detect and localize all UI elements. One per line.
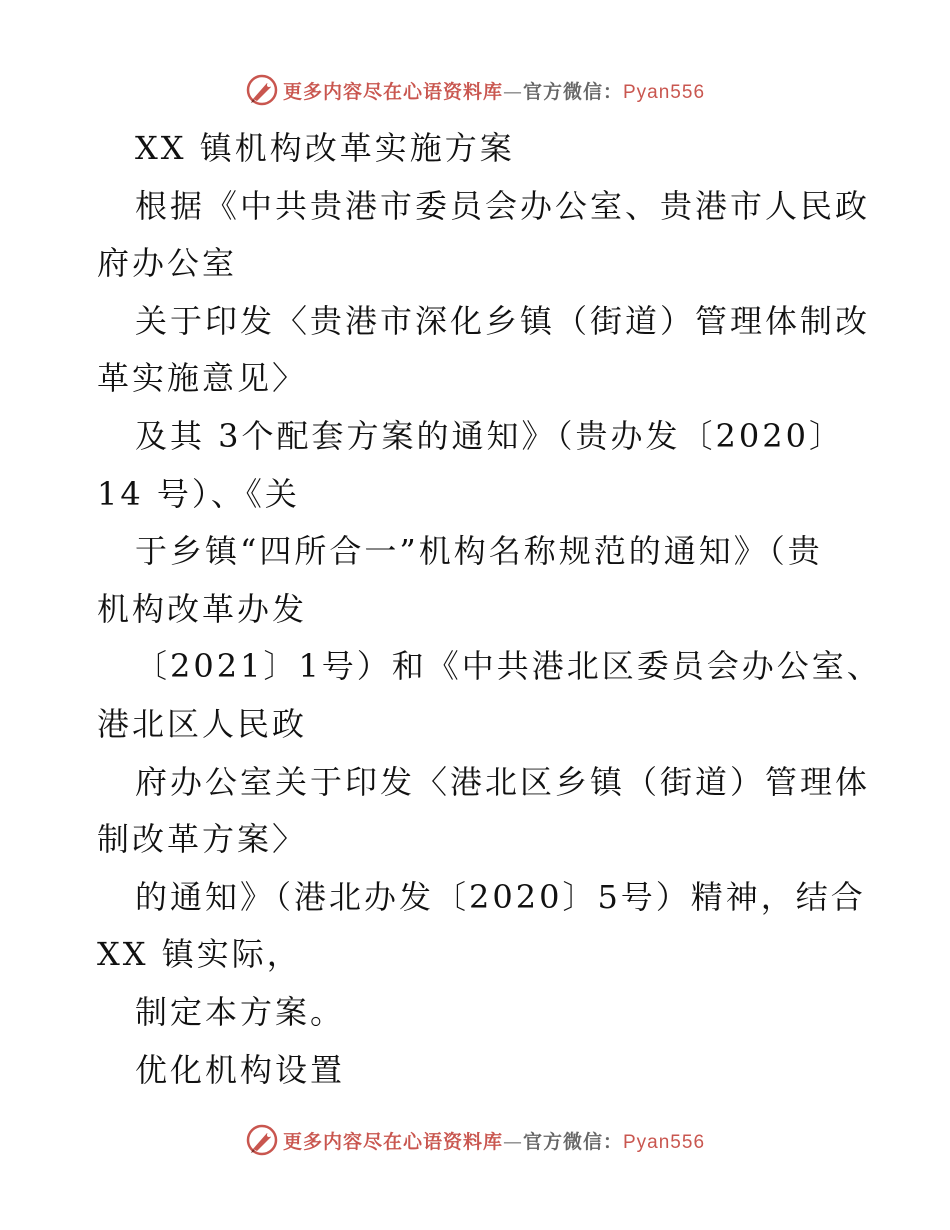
- document-line: 制定本方案。: [135, 992, 346, 1031]
- watermark-wechat-id: Pyan556: [623, 81, 706, 103]
- watermark-header: [0, 70, 950, 110]
- document-line: 〔2021〕1号）和《中共港北区委员会办公室、: [135, 647, 882, 686]
- document-line: 根据《中共贵港市委员会办公室、贵港市人民政: [135, 186, 871, 225]
- watermark-footer: [0, 1120, 950, 1160]
- watermark-separator: —: [502, 1130, 523, 1153]
- document-line: 制改革方案〉: [97, 820, 308, 859]
- watermark-text: [283, 77, 705, 104]
- document-body: [97, 120, 882, 1099]
- document-line: 于乡镇“四所合一”机构名称规范的通知》（贵: [135, 532, 823, 571]
- watermark-text: [283, 1127, 705, 1154]
- document-line: 港北区人民政: [97, 704, 308, 743]
- document-line: 府办公室: [97, 244, 238, 283]
- document-line: 府办公室关于印发〈港北区乡镇（街道）管理体: [135, 762, 871, 801]
- watermark-separator: —: [502, 80, 523, 103]
- watermark-official-label: 官方微信：: [522, 80, 623, 103]
- document-line: 关于印发〈贵港市深化乡镇（街道）管理体制改: [135, 301, 871, 340]
- document-line: 机构改革办发: [97, 589, 308, 628]
- document-line: XX 镇实际，: [97, 935, 302, 974]
- document-line: 14 号）、《关: [97, 474, 300, 513]
- document-line: 优化机构设置: [135, 1050, 346, 1089]
- pen-logo-icon: [245, 73, 279, 107]
- document-line: 及其 3个配套方案的通知》（贵办发〔2020〕: [135, 416, 844, 455]
- pen-logo-icon: [245, 1123, 279, 1157]
- watermark-official-label: 官方微信：: [522, 1130, 623, 1153]
- watermark-brand: 更多内容尽在心语资料库: [282, 80, 503, 103]
- document-line: 的通知》（港北办发〔2020〕5号）精神，结合: [135, 877, 866, 916]
- watermark-brand: 更多内容尽在心语资料库: [282, 1130, 503, 1153]
- document-line: XX 镇机构改革实施方案: [135, 129, 515, 167]
- document-line: 革实施意见〉: [97, 359, 308, 398]
- watermark-wechat-id: Pyan556: [623, 1131, 706, 1153]
